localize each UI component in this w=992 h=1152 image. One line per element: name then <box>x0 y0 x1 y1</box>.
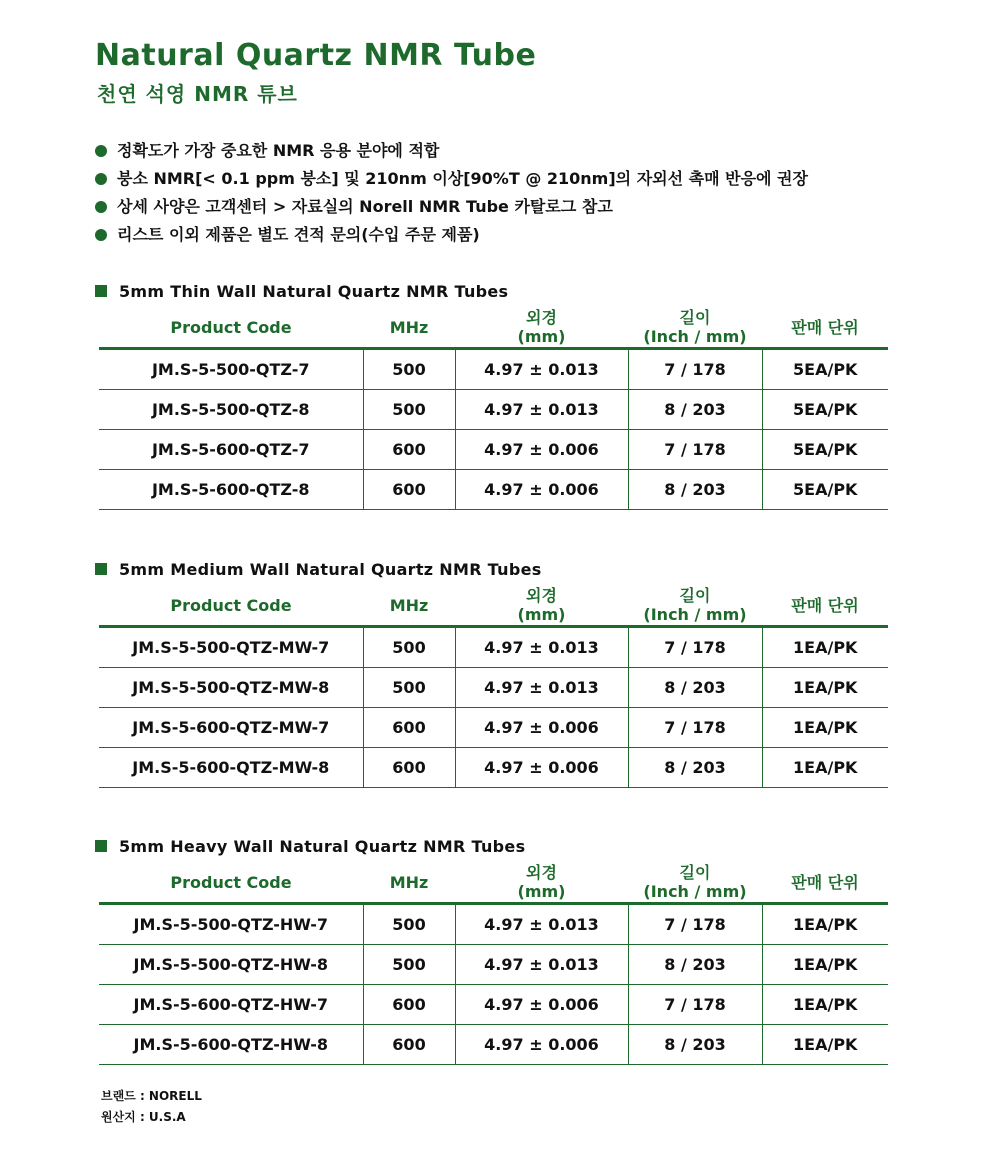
feature-item <box>95 193 808 221</box>
feature-item <box>95 165 808 193</box>
cell-code: JM.S-5-600-QTZ-8 <box>99 470 363 510</box>
brand-line: 브랜드 : NORELL <box>101 1089 202 1103</box>
col-header-unit: 판매 단위 <box>762 862 888 904</box>
cell-unit: 5EA/PK <box>762 390 888 430</box>
section-heading <box>95 279 508 303</box>
col-header-length: 길이 (Inch / mm) <box>628 307 762 349</box>
cell-unit: 1EA/PK <box>762 985 888 1025</box>
section-heading <box>95 557 542 581</box>
col-header-code: Product Code <box>99 862 363 904</box>
cell-code: JM.S-5-600-QTZ-HW-7 <box>99 985 363 1025</box>
cell-length: 7 / 178 <box>628 904 762 945</box>
cell-length: 7 / 178 <box>628 708 762 748</box>
cell-code: JM.S-5-500-QTZ-HW-8 <box>99 945 363 985</box>
col-header-od: 외경 (mm) <box>455 862 628 904</box>
page-title: Natural Quartz NMR Tube <box>95 38 537 73</box>
table-row <box>99 945 888 985</box>
cell-length: 8 / 203 <box>628 390 762 430</box>
cell-mhz: 600 <box>363 470 455 510</box>
cell-unit: 5EA/PK <box>762 470 888 510</box>
cell-mhz: 600 <box>363 1025 455 1065</box>
table-header-row <box>99 862 888 904</box>
cell-length: 8 / 203 <box>628 1025 762 1065</box>
cell-od: 4.97 ± 0.013 <box>455 945 628 985</box>
col-header-od: 외경 (mm) <box>455 307 628 349</box>
cell-od: 4.97 ± 0.013 <box>455 904 628 945</box>
cell-code: JM.S-5-600-QTZ-7 <box>99 430 363 470</box>
cell-mhz: 500 <box>363 627 455 668</box>
cell-code: JM.S-5-500-QTZ-8 <box>99 390 363 430</box>
col-header-length: 길이 (Inch / mm) <box>628 862 762 904</box>
cell-od: 4.97 ± 0.013 <box>455 390 628 430</box>
bullet-dot-icon <box>95 201 107 213</box>
cell-mhz: 500 <box>363 390 455 430</box>
cell-unit: 5EA/PK <box>762 430 888 470</box>
feature-text: 정확도가 가장 중요한 NMR 응용 분야에 적합 <box>117 141 440 160</box>
col-header-unit: 판매 단위 <box>762 307 888 349</box>
cell-length: 8 / 203 <box>628 945 762 985</box>
table-row <box>99 470 888 510</box>
cell-code: JM.S-5-600-QTZ-HW-8 <box>99 1025 363 1065</box>
cell-od: 4.97 ± 0.006 <box>455 748 628 788</box>
section-thin-wall <box>0 279 992 519</box>
cell-mhz: 500 <box>363 904 455 945</box>
cell-mhz: 500 <box>363 668 455 708</box>
cell-od: 4.97 ± 0.006 <box>455 708 628 748</box>
section-title: 5mm Thin Wall Natural Quartz NMR Tubes <box>119 281 509 301</box>
cell-od: 4.97 ± 0.006 <box>455 1025 628 1065</box>
cell-unit: 1EA/PK <box>762 627 888 668</box>
feature-text: 리스트 이외 제품은 별도 견적 문의(수입 주문 제품) <box>117 225 480 244</box>
origin-line: 원산지 : U.S.A <box>101 1110 186 1124</box>
feature-item <box>95 221 808 249</box>
cell-unit: 1EA/PK <box>762 748 888 788</box>
cell-od: 4.97 ± 0.006 <box>455 430 628 470</box>
cell-mhz: 500 <box>363 349 455 390</box>
cell-unit: 1EA/PK <box>762 945 888 985</box>
table-row <box>99 390 888 430</box>
col-header-mhz: MHz <box>363 307 455 349</box>
cell-code: JM.S-5-600-QTZ-MW-7 <box>99 708 363 748</box>
table-row <box>99 627 888 668</box>
feature-list <box>95 137 808 249</box>
cell-code: JM.S-5-500-QTZ-MW-8 <box>99 668 363 708</box>
section-heading <box>95 834 525 858</box>
cell-od: 4.97 ± 0.006 <box>455 985 628 1025</box>
square-bullet-icon <box>95 285 107 297</box>
cell-mhz: 600 <box>363 430 455 470</box>
cell-code: JM.S-5-500-QTZ-HW-7 <box>99 904 363 945</box>
page-subtitle: 천연 석영 NMR 튜브 <box>97 82 298 106</box>
cell-unit: 1EA/PK <box>762 1025 888 1065</box>
col-header-od: 외경 (mm) <box>455 585 628 627</box>
square-bullet-icon <box>95 840 107 852</box>
cell-length: 8 / 203 <box>628 748 762 788</box>
table-row <box>99 430 888 470</box>
table-row <box>99 748 888 788</box>
cell-mhz: 600 <box>363 708 455 748</box>
col-header-code: Product Code <box>99 307 363 349</box>
table-row <box>99 1025 888 1065</box>
cell-unit: 1EA/PK <box>762 904 888 945</box>
spec-table <box>99 585 888 788</box>
cell-unit: 5EA/PK <box>762 349 888 390</box>
cell-unit: 1EA/PK <box>762 668 888 708</box>
cell-length: 8 / 203 <box>628 470 762 510</box>
table-row <box>99 668 888 708</box>
cell-length: 7 / 178 <box>628 349 762 390</box>
feature-item <box>95 137 808 165</box>
cell-mhz: 500 <box>363 945 455 985</box>
cell-code: JM.S-5-500-QTZ-7 <box>99 349 363 390</box>
cell-length: 7 / 178 <box>628 985 762 1025</box>
table-row <box>99 708 888 748</box>
bullet-dot-icon <box>95 145 107 157</box>
col-header-code: Product Code <box>99 585 363 627</box>
spec-table <box>99 307 888 510</box>
table-header-row <box>99 585 888 627</box>
cell-length: 8 / 203 <box>628 668 762 708</box>
table-row <box>99 349 888 390</box>
section-medium-wall <box>0 557 992 797</box>
cell-od: 4.97 ± 0.006 <box>455 470 628 510</box>
table-row <box>99 985 888 1025</box>
col-header-unit: 판매 단위 <box>762 585 888 627</box>
feature-text: 붕소 NMR[< 0.1 ppm 붕소] 및 210nm 이상[90%T @ 210nm]의 자외선 촉매 반응에 권장 <box>117 169 808 188</box>
table-header-row <box>99 307 888 349</box>
cell-od: 4.97 ± 0.013 <box>455 349 628 390</box>
cell-length: 7 / 178 <box>628 430 762 470</box>
bullet-dot-icon <box>95 173 107 185</box>
cell-od: 4.97 ± 0.013 <box>455 668 628 708</box>
cell-code: JM.S-5-600-QTZ-MW-8 <box>99 748 363 788</box>
cell-mhz: 600 <box>363 985 455 1025</box>
square-bullet-icon <box>95 563 107 575</box>
feature-text: 상세 사양은 고객센터 > 자료실의 Norell NMR Tube 카탈로그 참고 <box>117 197 613 216</box>
col-header-length: 길이 (Inch / mm) <box>628 585 762 627</box>
col-header-mhz: MHz <box>363 585 455 627</box>
cell-mhz: 600 <box>363 748 455 788</box>
section-heavy-wall <box>0 834 992 1074</box>
section-title: 5mm Medium Wall Natural Quartz NMR Tubes <box>119 559 542 579</box>
cell-unit: 1EA/PK <box>762 708 888 748</box>
cell-length: 7 / 178 <box>628 627 762 668</box>
col-header-mhz: MHz <box>363 862 455 904</box>
footer-info <box>101 1086 202 1128</box>
cell-od: 4.97 ± 0.013 <box>455 627 628 668</box>
table-row <box>99 904 888 945</box>
bullet-dot-icon <box>95 229 107 241</box>
section-title: 5mm Heavy Wall Natural Quartz NMR Tubes <box>119 836 526 856</box>
cell-code: JM.S-5-500-QTZ-MW-7 <box>99 627 363 668</box>
spec-table <box>99 862 888 1065</box>
